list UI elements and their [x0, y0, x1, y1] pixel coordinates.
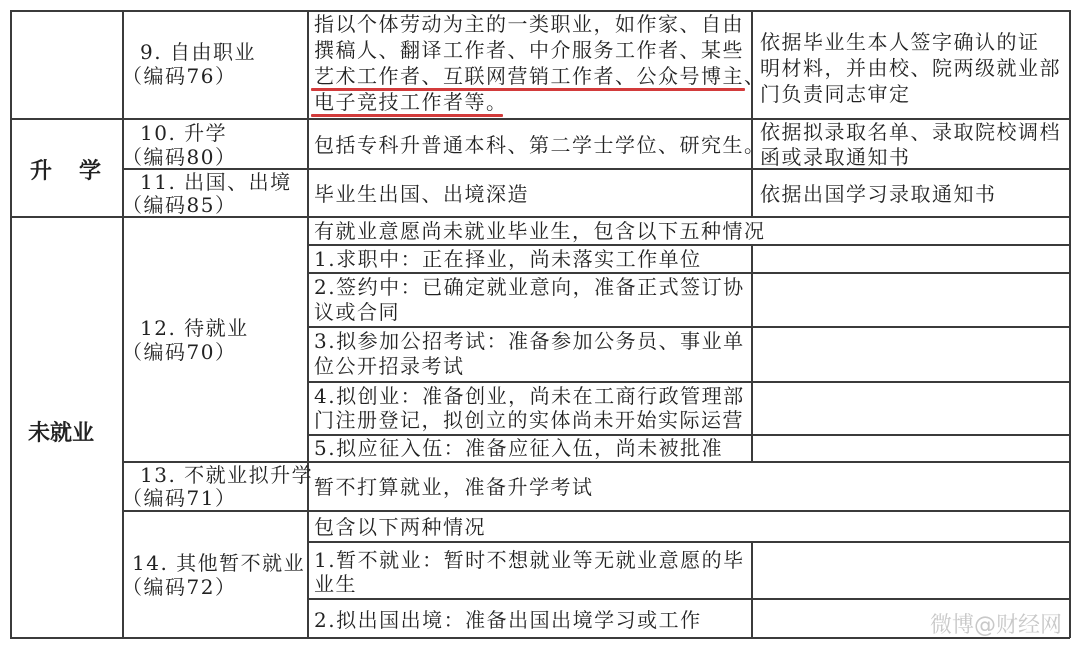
r12-code: （编码70） [122, 340, 237, 364]
r14-item-1-line-2: 业生 [314, 572, 357, 596]
rule-r14-intro [307, 541, 1070, 543]
r12-item-4-line-1: 4.拟创业：准备创业，尚未在工商行政管理部 [314, 384, 745, 408]
r10-basis-line-1: 依据拟录取名单、录取院校调档 [760, 120, 1061, 144]
r12-item-2-line-2: 议或合同 [314, 300, 400, 324]
r12-item-4-line-2: 门注册登记，拟创立的实体尚未开始实际运营 [314, 408, 744, 432]
rule-r14-i1 [307, 598, 1070, 600]
r14-intro: 包含以下两种情况 [314, 515, 486, 539]
r10-code: （编码80） [122, 145, 237, 169]
highlight-underline-2 [311, 114, 503, 117]
r10-basis-line-2: 函或录取通知书 [760, 145, 911, 169]
r11-desc: 毕业生出国、出境深造 [314, 182, 529, 206]
category-shengxue-1: 升 [30, 159, 53, 184]
rule-r12-i2 [307, 326, 1070, 328]
weibo-watermark: 微博@财经网 [930, 613, 1063, 638]
r12-item-2-line-1: 2.签约中：已确定就业意向，准备正式签订协 [314, 275, 745, 299]
r14-name: 14. 其他暂不就业 [132, 551, 306, 575]
r13-desc: 暂不打算就业，准备升学考试 [314, 475, 594, 499]
r10-name: 10. 升学 [140, 121, 228, 145]
r12-intro: 有就业意愿尚未就业毕业生，包含以下五种情况 [314, 219, 766, 243]
r12-item-3-line-1: 3.拟参加公招考试：准备参加公务员、事业单 [314, 329, 745, 353]
r11-basis: 依据出国学习录取通知书 [760, 182, 997, 206]
r14-code: （编码72） [122, 575, 237, 599]
r9-desc-line-4: 电子竞技工作者等。 [314, 90, 508, 114]
r14-item-1-line-1: 1.暂不就业：暂时不想就业等无就业意愿的毕 [314, 548, 745, 572]
r14-item-2: 2.拟出国出境：准备出国出境学习或工作 [314, 608, 702, 632]
rule-r12-i3 [307, 381, 1070, 383]
rule-r12-i1 [307, 272, 1070, 274]
r12-name: 12. 待就业 [140, 316, 249, 340]
r9-name: 9. 自由职业 [140, 40, 256, 64]
r12-item-1: 1.求职中：正在择业，尚未落实工作单位 [314, 247, 702, 271]
rule-right [1069, 10, 1071, 638]
rule-col3-r14 [751, 541, 753, 638]
rule-col2 [307, 10, 309, 638]
rule-r12-intro [307, 244, 1070, 246]
r10-desc: 包括专科升普通本科、第二学士学位、研究生。 [314, 133, 766, 157]
r12-item-5: 5.拟应征入伍：准备应征入伍，尚未被批准 [314, 436, 724, 460]
r13-name: 13. 不就业拟升学 [140, 463, 314, 487]
r11-code: （编码85） [122, 193, 237, 217]
r9-code: （编码76） [122, 64, 237, 88]
r9-desc-line-2: 撰稿人、翻译工作者、中介服务工作者、某些 [314, 38, 744, 62]
rule-r13-bottom [122, 510, 1070, 512]
r9-desc-line-1: 指以个体劳动为主的一类职业，如作家、自由 [314, 12, 744, 36]
rule-bottom [10, 637, 1070, 639]
r9-basis-line-1: 依据毕业生本人签字确认的证 [760, 30, 1040, 54]
r9-desc-line-3: 艺术工作者、互联网营销工作者、公众号博主、 [314, 64, 766, 88]
r12-item-3-line-2: 位公开招录考试 [314, 354, 465, 378]
rule-col3-upper [751, 10, 753, 217]
r13-code: （编码71） [122, 486, 237, 510]
rule-left [10, 10, 12, 638]
r11-name: 11. 出国、出境 [140, 170, 292, 194]
rule-col3-r12 [751, 244, 753, 462]
rule-col1 [122, 10, 124, 638]
category-shengxue-2: 学 [79, 159, 102, 184]
category-weijiuye: 未就业 [28, 421, 95, 446]
r9-basis-line-2: 明材料，并由校、院两级就业部 [760, 56, 1061, 80]
r9-basis-line-3: 门负责同志审定 [760, 82, 911, 106]
highlight-underline-1 [311, 88, 745, 91]
